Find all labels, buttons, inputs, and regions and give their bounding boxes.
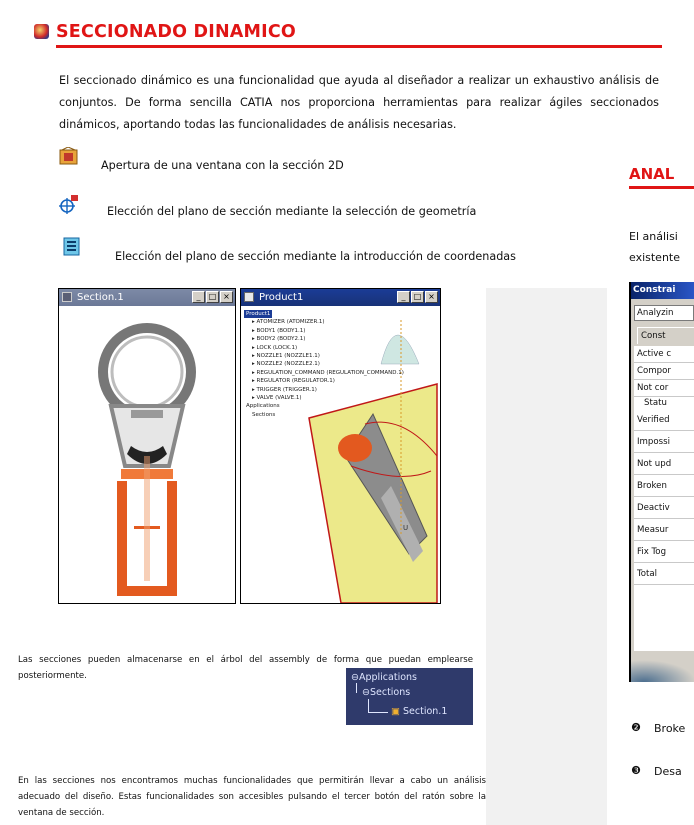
status-group-label: Statu	[644, 398, 667, 408]
section-window-title: Section.1	[77, 292, 124, 303]
status-row: Total	[634, 563, 694, 585]
panel-titlebar[interactable]: Constrai	[631, 282, 694, 299]
minimize-button[interactable]: _	[192, 291, 205, 303]
svg-text:U: U	[403, 524, 409, 532]
section-window-titlebar[interactable]	[59, 289, 235, 306]
intro-paragraph: El seccionado dinámico es una funcionalidad que ayuda al diseñador a realizar un exhaustivo análisis de conjuntos. De forma sencilla CATIA nos proporciona herramientas para realizar ágiles seccionados dinámicos, aportando todas las funcionalidades de análisis necesarias.	[59, 74, 659, 131]
right-line: existente	[629, 251, 681, 264]
tree-node[interactable]: ▸ TRIGGER (TRIGGER.1)	[252, 386, 317, 393]
close-button[interactable]: ×	[425, 291, 438, 303]
window-icon	[62, 292, 72, 302]
constraints-panel[interactable]	[629, 282, 694, 682]
window-icon	[244, 292, 254, 302]
sections-tree-snippet	[346, 668, 473, 725]
plane-coordinates-icon	[62, 236, 80, 256]
tree-node[interactable]: ▸ NOZZLE1 (NOZZLE1.1)	[252, 353, 320, 360]
product-window[interactable]	[240, 288, 441, 604]
analyzing-dropdown[interactable]: Analyzin	[634, 305, 694, 321]
section-icon: ▣	[391, 706, 400, 717]
title-underline	[56, 45, 662, 48]
analysis-paragraph: En las secciones nos encontramos muchas funcionalidades que permitirán llevar a cabo un análisis adecuado del diseño. Estas funcionalidades son accesibles pulsando el tercer botón del ratón sobre la ventana de sección.	[18, 776, 486, 818]
tree-node-root[interactable]: Product1	[246, 311, 271, 317]
status-row: Broken	[634, 475, 694, 497]
tab-constraints[interactable]: Const	[637, 327, 694, 344]
title-icon	[34, 24, 49, 39]
feature-item: Elección del plano de sección mediante la introducción de coordenadas	[115, 250, 516, 263]
feature-item: Elección del plano de sección mediante la selección de geometría	[107, 205, 477, 218]
maximize-button[interactable]: □	[411, 291, 424, 303]
tree-node[interactable]: ▸ NOZZLE2 (NOZZLE2.1)	[252, 361, 320, 368]
stat-row: Active c	[634, 346, 694, 363]
status-row: Fix Tog	[634, 541, 694, 563]
bullet-item: Desa	[654, 765, 682, 778]
panel-footer-decoration	[631, 660, 694, 682]
product-tree	[244, 310, 404, 419]
feature-item: Apertura de una ventana con la sección 2D	[101, 159, 344, 172]
page-title: SECCIONADO DINAMICO	[56, 22, 296, 42]
tree-node[interactable]: ▸ VALVE (VALVE.1)	[252, 395, 302, 402]
section-window-icon	[59, 147, 79, 166]
plane-geometry-icon	[59, 194, 79, 214]
status-row: Impossi	[634, 431, 694, 453]
section-window[interactable]	[58, 288, 236, 604]
tree-node[interactable]: ▸ LOCK (LOCK.1)	[252, 344, 298, 351]
tree-node-applications: ⊖Applications	[351, 672, 417, 683]
status-row: Measur	[634, 519, 694, 541]
stat-row: Compor	[634, 363, 694, 380]
storage-paragraph: Las secciones pueden almacenarse en el árbol del assembly de forma que puedan emplearse posteriormente.	[18, 655, 473, 681]
tree-node-sections[interactable]: Sections	[252, 411, 276, 418]
tree-node[interactable]: ▸ REGULATION_COMMAND (REGULATION_COMMAND.1)	[252, 369, 404, 376]
tree-node-applications[interactable]: Applications	[246, 403, 280, 410]
status-row: Not upd	[634, 453, 694, 475]
tree-node[interactable]: ▸ BODY1 (BODY1.1)	[252, 327, 306, 334]
right-heading: ANAL	[629, 165, 675, 183]
section-2d-view[interactable]	[59, 306, 235, 603]
minimize-button[interactable]: _	[397, 291, 410, 303]
column-divider	[486, 288, 607, 825]
status-row: Verified	[634, 409, 694, 431]
bullet-number: ❸	[631, 764, 641, 777]
maximize-button[interactable]: □	[206, 291, 219, 303]
product-window-title: Product1	[259, 292, 304, 303]
bullet-number: ❷	[631, 721, 641, 734]
close-button[interactable]: ×	[220, 291, 233, 303]
stat-row: Not cor	[634, 380, 694, 397]
product-window-titlebar[interactable]	[241, 289, 440, 306]
tree-node[interactable]: ▸ REGULATOR (REGULATOR.1)	[252, 378, 335, 385]
tree-node-sections: ⊖Sections	[362, 687, 411, 698]
right-line: El análisi	[629, 230, 678, 243]
right-heading-underline	[629, 186, 694, 189]
tree-node[interactable]: ▸ BODY2 (BODY2.1)	[252, 336, 306, 343]
bullet-item: Broke	[654, 722, 686, 735]
tree-node[interactable]: ▸ ATOMIZER (ATOMIZER.1)	[252, 319, 325, 326]
status-row: Deactiv	[634, 497, 694, 519]
tree-node-section: ▣ Section.1	[391, 706, 448, 717]
